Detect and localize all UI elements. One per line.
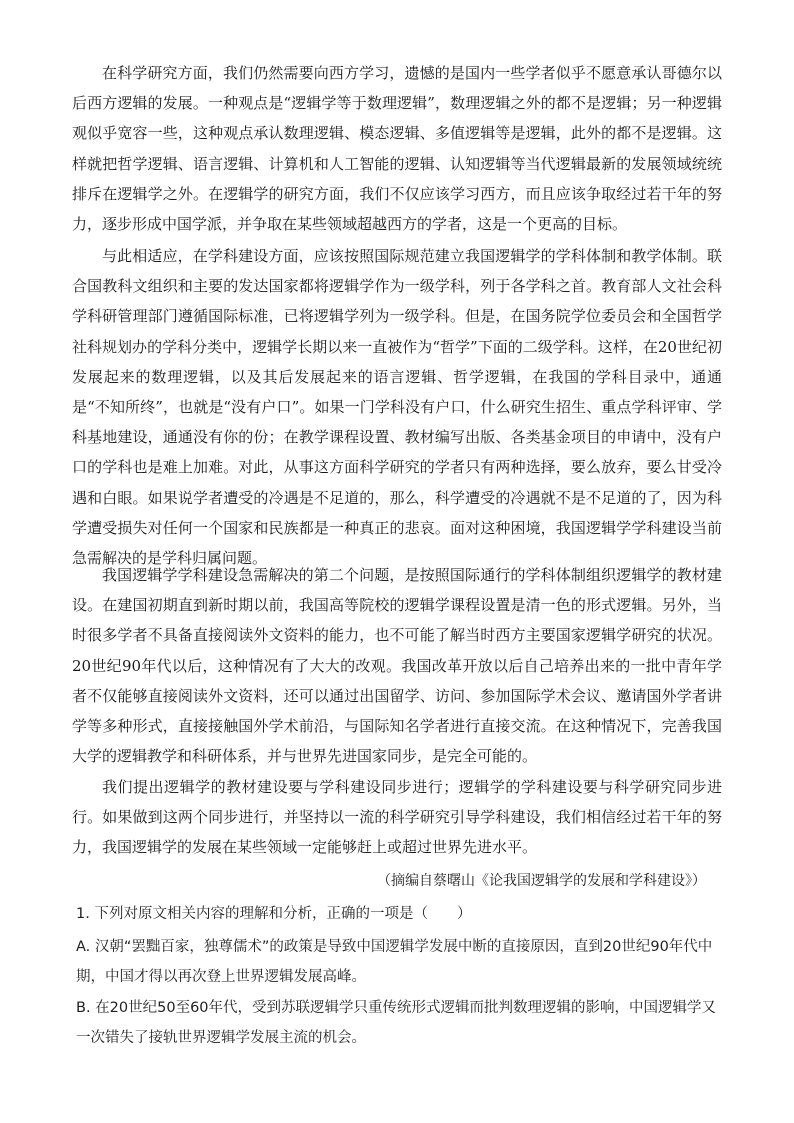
passage-paragraph-1: 在科学研究方面，我们仍然需要向西方学习，遗憾的是国内一些学者似乎不愿意承认哥德尔以后西方逻辑的发展。一种观点是“逻辑学等于数理逻辑”，数理逻辑之外的都不是逻辑；另一种逻辑观似乎宽容一些，这种观点承认数理逻辑、模态逻辑、多值逻辑等是逻辑，此外的都不是逻辑。这样就把哲学逻辑、语言逻辑、计算机和人工智能的逻辑、认知逻辑等当代逻辑最新的发展领域统统排斥在逻辑学之外。在逻辑学的研究方面，我们不仅应该学习西方，而且应该争取经过若干年的努力，逐步形成中国学派，并争取在某些领域超越西方的学者，这是一个更高的目标。: [72, 64, 722, 234]
passage-paragraph-3: 我国逻辑学学科建设急需解决的第二个问题，是按照国际通行的学科体制组织逻辑学的教材建设。在建国初期直到新时期以前，我国高等院校的逻辑学课程设置是清一色的形式逻辑。另外，当时很多学者不具备直接阅读外文资料的能力，也不可能了解当时西方主要国家逻辑学研究的状况。20世纪90年代以后，这种情况有了大大的改观。我国改革开放以后自己培养出来的一批中青年学者不仅能够直接阅读外文资料，还可以通过出国留学、访问、参加国际学术会议、邀请国外学者讲学等多种形式，直接接触国外学术前沿，与国际知名学者进行直接交流。在这种情况下，完善我国大学的逻辑教学和科研体系，并与世界先进国家同步，是完全可能的。: [72, 566, 722, 766]
question-option-a: A. 汉朝“罢黜百家，独尊儒术”的政策是导致中国逻辑学发展中断的直接原因，直到20世纪90年代中期，中国才得以再次登上世界逻辑发展高峰。: [76, 939, 713, 985]
passage-paragraph-4: 我们提出逻辑学的教材建设要与学科建设同步进行；逻辑学的学科建设要与科学研究同步进行。如果做到这两个同步进行，并坚持以一流的科学研究引导学科建设，我们相信经过若干年的努力，我国逻辑学的发展在某些领域一定能够赶上或超过世界先进水平。: [72, 778, 722, 857]
question-stem: 1. 下列对原文相关内容的理解和分析，正确的一项是（ ）: [76, 906, 472, 922]
passage-paragraph-2: 与此相适应，在学科建设方面，应该按照国际规范建立我国逻辑学的学科体制和教学体制。联合国教科文组织和主要的发达国家都将逻辑学作为一级学科，列于各学科之首。教育部人文社会科学科研管理部门遵循国际标准，已将逻辑学列为一级学科。但是，在国务院学位委员会和全国哲学社科规划办的学科分类中，逻辑学长期以来一直被作为“哲学”下面的二级学科。这样，在20世纪初发展起来的数理逻辑，以及其后发展起来的语言逻辑、哲学逻辑，在我国的学科目录中，通通是“不知所终”，也就是“没有户口”。如果一门学科没有户口，什么研究生招生、重点学科评审、学科基地建设，通通没有你的份；在教学课程设置、教材编写出版、各类基金项目的申请中，没有户口的学科也是难上加难。对此，从事这方面科学研究的学者只有两种选择，要么放弃，要么甘受冷遇和白眼。如果说学者遭受的冷遇是不足道的，那么，科学遭受的冷遇就不是不足道的了，因为科学遭受损失对任何一个国家和民族都是一种真正的悲哀。面对这种困境，我国逻辑学学科建设当前急需解决的是学科归属问题。: [72, 247, 722, 568]
question-option-b: B. 在20世纪50至60年代，受到苏联逻辑学只重传统形式逻辑而批判数理逻辑的影响，中国逻辑学又一次错失了接轨世界逻辑学发展主流的机会。: [76, 1000, 717, 1046]
passage-source-citation: （摘编自蔡曙山《论我国逻辑学的发展和学科建设》）: [377, 873, 706, 889]
